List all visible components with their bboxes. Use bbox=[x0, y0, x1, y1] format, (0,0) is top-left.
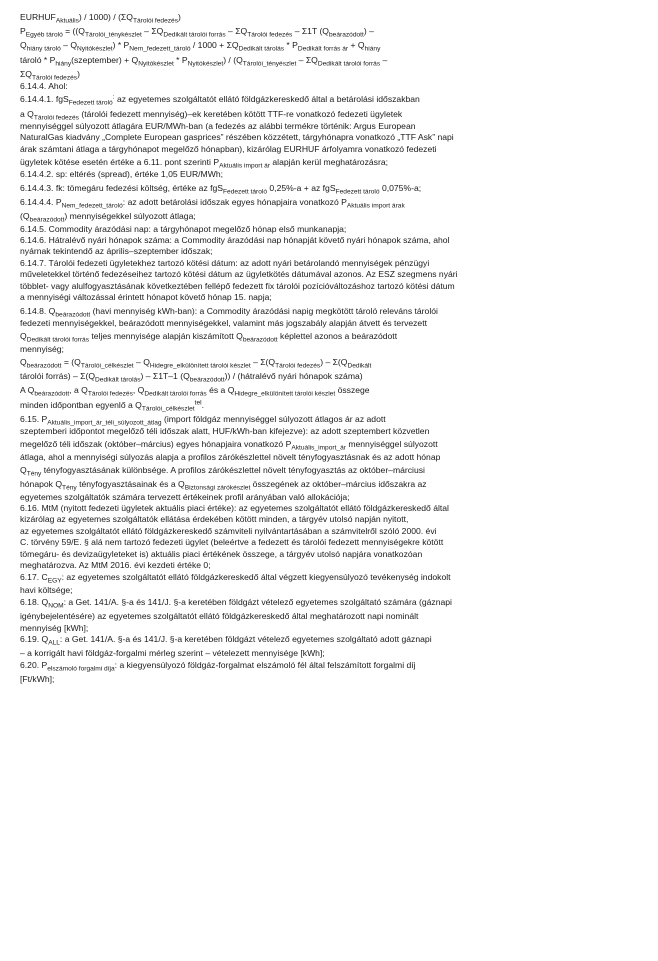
text-run: * P bbox=[173, 54, 188, 65]
subscript: beárazódott bbox=[329, 31, 364, 39]
text-line bbox=[20, 583, 642, 597]
text-run: Q bbox=[20, 40, 27, 51]
text-line bbox=[20, 53, 642, 67]
text-line bbox=[20, 269, 642, 280]
subscript: ALL bbox=[48, 640, 60, 648]
text-run: 0,075%-a; bbox=[379, 182, 422, 193]
text-run: 6.14.4.3. fk: tömegáru fedezési költség, értéke az fgS bbox=[20, 182, 224, 193]
text-line bbox=[20, 224, 642, 235]
text-run: : a Get. 141/A. §-a és 141/J. §-a keretében földgázt vételező egyetemes szolgáltató számára (gáznapi bbox=[63, 597, 452, 608]
text-line bbox=[20, 132, 642, 143]
text-run: mennyiséggel súlyozott bbox=[345, 439, 438, 450]
subscript: Tárolói_célkészlet bbox=[141, 405, 195, 413]
subscript: NOM bbox=[48, 602, 64, 610]
text-run: P bbox=[20, 26, 26, 37]
subscript: Hidegre_elkülönített tárolói készlet bbox=[234, 390, 336, 398]
text-line bbox=[20, 92, 642, 106]
text-run: hónapok Q bbox=[20, 479, 63, 490]
text-run: árak számtani átlaga a tárgyhónapot megelőző hónapban), kizárólag EURHUF árfolyamra vonatkozó fedezeti bbox=[20, 143, 437, 154]
text-run: 6.14.4. Ahol: bbox=[20, 81, 68, 92]
subscript: Tárolói fedezés bbox=[247, 31, 293, 39]
text-run: szeptemberi időpontot megelőző téli időszak alatt, HUF/kWh-ban kifejezve): az adott szeptembert közvetlen bbox=[20, 426, 430, 436]
text-run: ) – Σ1T–1 (Q bbox=[140, 371, 190, 382]
text-line bbox=[20, 660, 642, 671]
subscript: Tény bbox=[62, 484, 77, 492]
subscript: Dedikált tárolás bbox=[95, 376, 141, 384]
text-line bbox=[20, 477, 642, 491]
text-line bbox=[20, 463, 642, 477]
text-run: (havi mennyiség kWh-ban): a Commodity árazódási napig megkötött tároló releváns tárolói bbox=[90, 305, 438, 316]
text-run: ) – bbox=[363, 26, 374, 37]
text-run: – Σ(Q bbox=[250, 356, 276, 367]
subscript: beárazódott bbox=[26, 362, 62, 370]
text-run: 6.14.5. Commodity árazódási nap: a tárgyhónapot megelőző hónap első munkanapja; bbox=[20, 223, 347, 234]
text-line bbox=[20, 209, 642, 223]
text-run: tényfogyasztásainak és a Q bbox=[76, 479, 185, 490]
text-run: ΣQ bbox=[20, 68, 32, 79]
text-line bbox=[20, 10, 642, 24]
text-run: + Q bbox=[348, 40, 365, 51]
text-line bbox=[20, 526, 642, 537]
text-line bbox=[20, 398, 642, 412]
text-run: * P bbox=[41, 54, 56, 65]
text-run: kizárólag az egyetemes szolgáltatók ellátása érdekében kötött minden, a tárgyév utolsó napján nyitott, bbox=[20, 514, 409, 525]
superscript: : bbox=[112, 94, 115, 102]
subscript: beárazódott bbox=[242, 336, 278, 344]
text-run: – Q bbox=[60, 40, 78, 51]
text-run: és a Q bbox=[206, 385, 235, 396]
subscript: Tárolói_tényészlet bbox=[242, 60, 297, 68]
text-line bbox=[20, 155, 642, 169]
text-line bbox=[20, 246, 642, 257]
text-run: NaturalGas kiadvány „Complete European gasprices” részében közzétett, tárgyhónapra vonatkozó „TTF Ask” napi bbox=[20, 132, 454, 143]
subscript: Aktuális import árak bbox=[346, 202, 405, 210]
text-run: 6.19. Q bbox=[20, 634, 49, 645]
text-run: ) / 1000) / (ΣQ bbox=[78, 12, 133, 22]
text-run: tényfogyasztásának különbsége. A profilos zárókészlettel növelt tényfogyasztás az október–márciusi bbox=[41, 465, 425, 476]
text-run: ügyletek kötése esetén értéke a 6.11. pont szerinti P bbox=[20, 157, 220, 168]
text-line bbox=[20, 412, 642, 426]
text-run: Q bbox=[20, 331, 27, 342]
text-run: igénybejelentésére) az egyetemes szolgáltatót ellátó földgázkereskedő által meghatározott napi nominált bbox=[20, 610, 419, 621]
subscript: Aktuális import ár bbox=[219, 162, 270, 170]
text-run: : az adott betárolási időszak egyes hónapjaira vonatkozó P bbox=[122, 197, 347, 208]
text-run: havi költsége; bbox=[20, 585, 73, 596]
text-run: 0,25%-a + az fgS bbox=[267, 182, 336, 193]
text-run: nyárnak tekintendő az április–szeptember időszak; bbox=[20, 246, 213, 257]
text-run: minden időpontban egyenlő a Q bbox=[20, 399, 142, 410]
subscript: Dedikált forrás ár bbox=[297, 46, 349, 53]
text-run: ) * P bbox=[112, 40, 130, 51]
text-run: ) bbox=[178, 12, 181, 22]
text-line bbox=[20, 437, 642, 451]
text-run: meghatározva. Az MtM 2016. évi kezdeti értéke 0; bbox=[20, 560, 211, 571]
text-run: az egyetemes szolgáltatót ellátó földgázkereskedő számviteli nyilvántartásában a számvitelről szóló 2000. évi bbox=[20, 525, 437, 536]
text-run: képlettel azonos a beárazódott bbox=[277, 331, 398, 342]
subscript: Dedikált bbox=[347, 362, 372, 370]
text-line bbox=[20, 537, 642, 548]
text-run: tárolói forrás bbox=[20, 371, 68, 382]
text-run: (szeptember) + Q bbox=[71, 54, 139, 65]
text-run: az egyetemes szolgáltatót ellátó földgázkereskedő által a betárolási időszakban bbox=[114, 94, 420, 105]
text-run: )) / (hátralévő nyári hónapok száma) bbox=[224, 371, 363, 382]
text-line bbox=[20, 318, 642, 329]
subscript: Tárolói fedezés bbox=[275, 362, 321, 370]
text-run: alapján kerül meghatározásra; bbox=[270, 157, 388, 168]
text-run: / 1000 + ΣQ bbox=[190, 40, 239, 51]
text-run: EURHUF bbox=[20, 12, 56, 22]
subscript: hiány bbox=[55, 60, 72, 68]
text-run: műveletekkel történő fedezéseihez tartozó kötési dátum az ügyletkötés dátumával azonos. Az ESZ szegmens nyári bbox=[20, 269, 458, 280]
text-run: 6.17. C bbox=[20, 571, 48, 582]
text-run: ) / (Q bbox=[223, 54, 243, 65]
subscript: Tárolói fedezés bbox=[32, 74, 78, 82]
text-run: * P bbox=[284, 40, 298, 51]
subscript: elszámoló forgalmi díja bbox=[47, 665, 115, 673]
text-run: tároló bbox=[20, 54, 42, 65]
text-line bbox=[20, 121, 642, 132]
subscript: Nyitókészlet bbox=[138, 60, 174, 68]
text-run: (tárolói fedezett mennyiség)–ek keretében kötött TTF-re vonatkozó fedezeti ügyletek bbox=[78, 108, 403, 119]
text-run: ) bbox=[77, 68, 80, 79]
subscript: Tárolói fedezés bbox=[132, 17, 179, 25]
text-line bbox=[20, 81, 642, 92]
superscript: tel bbox=[194, 399, 202, 407]
text-run: C. törvény 59/E. § alá nem tartozó fedezeti ügylet (beleértve a fedezett és tárolói fedezett mennyiségekre kötött bbox=[20, 537, 444, 548]
subscript: hiány tároló bbox=[26, 46, 61, 53]
text-run: 6.16. MtM (nyitott fedezeti ügyletek aktuális piaci értéke): az egyetemes szolgáltatót ellátó földgázkereskedő által bbox=[20, 502, 449, 513]
text-line bbox=[20, 503, 642, 514]
subscript: Nyitókészlet bbox=[77, 46, 113, 53]
text-run: összege bbox=[335, 385, 370, 396]
subscript: beárazódott bbox=[189, 376, 225, 384]
text-line bbox=[20, 609, 642, 623]
text-run: . bbox=[201, 399, 204, 410]
text-line bbox=[20, 329, 642, 343]
subscript: Biztonsági zárókészlet bbox=[184, 484, 251, 492]
text-run: – a korrigált havi földgáz-forgalmi mérleg szerint – vételezett mennyisége [kWh]; bbox=[20, 647, 325, 658]
text-line bbox=[20, 304, 642, 318]
text-run: mennyiséggel súlyozott átlagára EUR/MWh-ban (a fedezés az alábbi termékre történik: Argus European bbox=[20, 120, 416, 131]
text-line bbox=[20, 492, 642, 503]
text-run: A Q bbox=[20, 385, 35, 396]
subscript: Dedikált tárolói forrás bbox=[317, 60, 381, 68]
text-line bbox=[20, 514, 642, 525]
text-line bbox=[20, 369, 642, 383]
text-run: a Q bbox=[20, 108, 34, 119]
text-run: – ΣQ bbox=[225, 26, 248, 37]
text-line bbox=[20, 181, 642, 195]
text-line bbox=[20, 634, 642, 648]
text-line bbox=[20, 646, 642, 660]
text-run: fedezeti mennyiségekkel, beárazódott mennyiségekkel, valamint más jogszabály alapján átvett és tervezett bbox=[20, 317, 427, 328]
text-run: 6.14.7. Tárolói fedezeti ügyletekhez tartozó kötési dátum: az adott nyári betárolandó mennyiségek pénzügyi bbox=[20, 257, 430, 268]
text-run: 6.15. P bbox=[20, 413, 48, 424]
text-run: (import földgáz mennyiséggel súlyozott átlagos ár az adott bbox=[161, 413, 386, 424]
text-run: 6.14.4.1. fgS bbox=[20, 94, 69, 105]
text-run: 6.14.4.2. sp: eltérés (spread), értéke 1,05 EUR/MWh; bbox=[20, 169, 223, 180]
text-run: Q bbox=[20, 356, 27, 367]
text-run: – ΣQ bbox=[296, 54, 318, 65]
subscript: EGY bbox=[47, 577, 62, 585]
subscript: Tárolói fedezés bbox=[33, 114, 79, 122]
text-line bbox=[20, 235, 642, 246]
subscript: beárazódott bbox=[29, 216, 65, 224]
text-run: – ΣQ bbox=[141, 26, 164, 37]
text-line bbox=[20, 195, 642, 209]
text-line bbox=[20, 452, 642, 463]
text-run: : az egyetemes szolgáltatót ellátó földgázkereskedő által végzett kiegyensúlyozó tevékenység indokolt bbox=[61, 571, 451, 582]
subscript: Tárolói_célkészlet bbox=[80, 362, 134, 370]
subscript: beárazódott bbox=[55, 311, 91, 319]
subscript: hiány bbox=[364, 46, 381, 53]
text-line bbox=[20, 144, 642, 155]
text-line bbox=[20, 67, 642, 81]
subscript: Dedikált tárolói forrás bbox=[163, 31, 226, 39]
text-line bbox=[20, 597, 642, 608]
text-line bbox=[20, 281, 642, 292]
text-line bbox=[20, 344, 642, 355]
text-run: összegének az október–március időszakra az bbox=[250, 479, 427, 490]
subscript: Nem_fedezett_tároló bbox=[61, 202, 123, 210]
text-run: megelőző téli időszak (október–március) egyes hónapjaira vonatkozó P bbox=[20, 439, 292, 450]
text-run: [Ft/kWh]; bbox=[20, 673, 55, 684]
subscript: Dedikált tárolói forrás bbox=[144, 390, 207, 398]
text-line bbox=[20, 24, 642, 38]
text-line bbox=[20, 383, 642, 397]
subscript: Aktuális bbox=[55, 17, 79, 25]
text-run: , Q bbox=[132, 385, 145, 396]
text-run: tömegáru- és devizaügyleteket is) aktuális piaci értékének összege, a tárgyév utolsó napjára vonatkozóan bbox=[20, 548, 423, 559]
subscript: Aktuális_import_ár_téli_súlyozott_átlag bbox=[47, 419, 162, 427]
text-run: , a Q bbox=[69, 385, 88, 396]
subscript: Tény bbox=[26, 470, 42, 478]
subscript: Dedikált tárolás bbox=[238, 46, 285, 53]
subscript: Tárolói fedezés bbox=[87, 390, 133, 398]
text-run: = (Q bbox=[61, 356, 81, 367]
subscript: Nem_fedezett_tároló bbox=[129, 46, 191, 53]
text-line bbox=[20, 572, 642, 583]
text-run: teljes mennyisége alapján kiszámított Q bbox=[89, 331, 243, 342]
text-line bbox=[20, 672, 642, 686]
text-run: = ((Q bbox=[62, 26, 85, 37]
subscript: Dedikált tárolói forrás bbox=[26, 336, 89, 344]
text-line bbox=[20, 292, 642, 303]
text-line bbox=[20, 560, 642, 571]
subscript: Tárolói_ténykészlet bbox=[84, 31, 142, 39]
subscript: Hidegre_elkülönített tárolói készlet bbox=[149, 362, 251, 370]
text-run: egyetemes szolgáltatók számára tervezett értékeinek profil arányában való allokációja; bbox=[20, 491, 350, 502]
text-run: ) – Σ(Q bbox=[320, 356, 348, 367]
text-run: – bbox=[380, 54, 388, 65]
text-run: – Q bbox=[133, 356, 150, 367]
text-run: 6.20. P bbox=[20, 660, 48, 671]
text-run: 6.18. Q bbox=[20, 597, 49, 608]
text-run: Q bbox=[20, 465, 27, 476]
text-run: átlaga, ahol a mennyiségi súlyozás alapja a profilos zárókészlettel növelt tényfogyasztásnak és az adott hónap bbox=[20, 451, 441, 462]
subscript: Egyéb tároló bbox=[25, 31, 63, 39]
text-run: (Q bbox=[20, 211, 30, 222]
text-run: : a kiegyensúlyozó földgáz-forgalmat elszámoló fél által felszámított forgalmi díj bbox=[114, 660, 416, 671]
subscript: Fedezett tároló bbox=[223, 188, 268, 196]
text-line bbox=[20, 38, 642, 52]
subscript: Aktuális_import_ár bbox=[291, 445, 346, 453]
text-line bbox=[20, 355, 642, 369]
subscript: Fedezett tároló bbox=[335, 188, 380, 196]
text-line bbox=[20, 169, 642, 180]
text-line bbox=[20, 258, 642, 269]
text-run: 6.14.8. Q bbox=[20, 305, 56, 316]
text-line bbox=[20, 107, 642, 121]
text-run: többlet- vagy alulfogyasztásának következtében fellépő fedezett fix tárolói pozícióváltozáshoz tartozó kötési dátum bbox=[20, 280, 455, 291]
text-run: – Σ1T (Q bbox=[292, 26, 329, 37]
subscript: Nyitókészlet bbox=[187, 60, 224, 68]
text-run: : a Get. 141/A. §-a és 141/J. §-a keretében földgázt vételező egyetemes szolgáltató adott gáznapi bbox=[59, 634, 432, 645]
text-run: 6.14.6. Hátralévő nyári hónapok száma: a Commodity árazódási nap hónapját követő nyári hónapok száma, ahol bbox=[20, 234, 450, 245]
text-run: ) – Σ(Q bbox=[67, 371, 96, 382]
text-line bbox=[20, 426, 642, 437]
subscript: beárazódott bbox=[34, 390, 70, 398]
subscript: Fedezett tároló bbox=[68, 100, 113, 108]
text-run: a mennyiségi változással érintett hónapot követő hónap 15. napja; bbox=[20, 292, 272, 303]
text-run: mennyiség; bbox=[20, 343, 64, 354]
text-line bbox=[20, 623, 642, 634]
text-run: mennyiség [kWh]; bbox=[20, 623, 89, 633]
text-run: ) mennyiségekkel súlyozott átlaga; bbox=[64, 211, 196, 222]
text-line bbox=[20, 549, 642, 560]
text-run: 6.14.4.4. P bbox=[20, 197, 62, 208]
